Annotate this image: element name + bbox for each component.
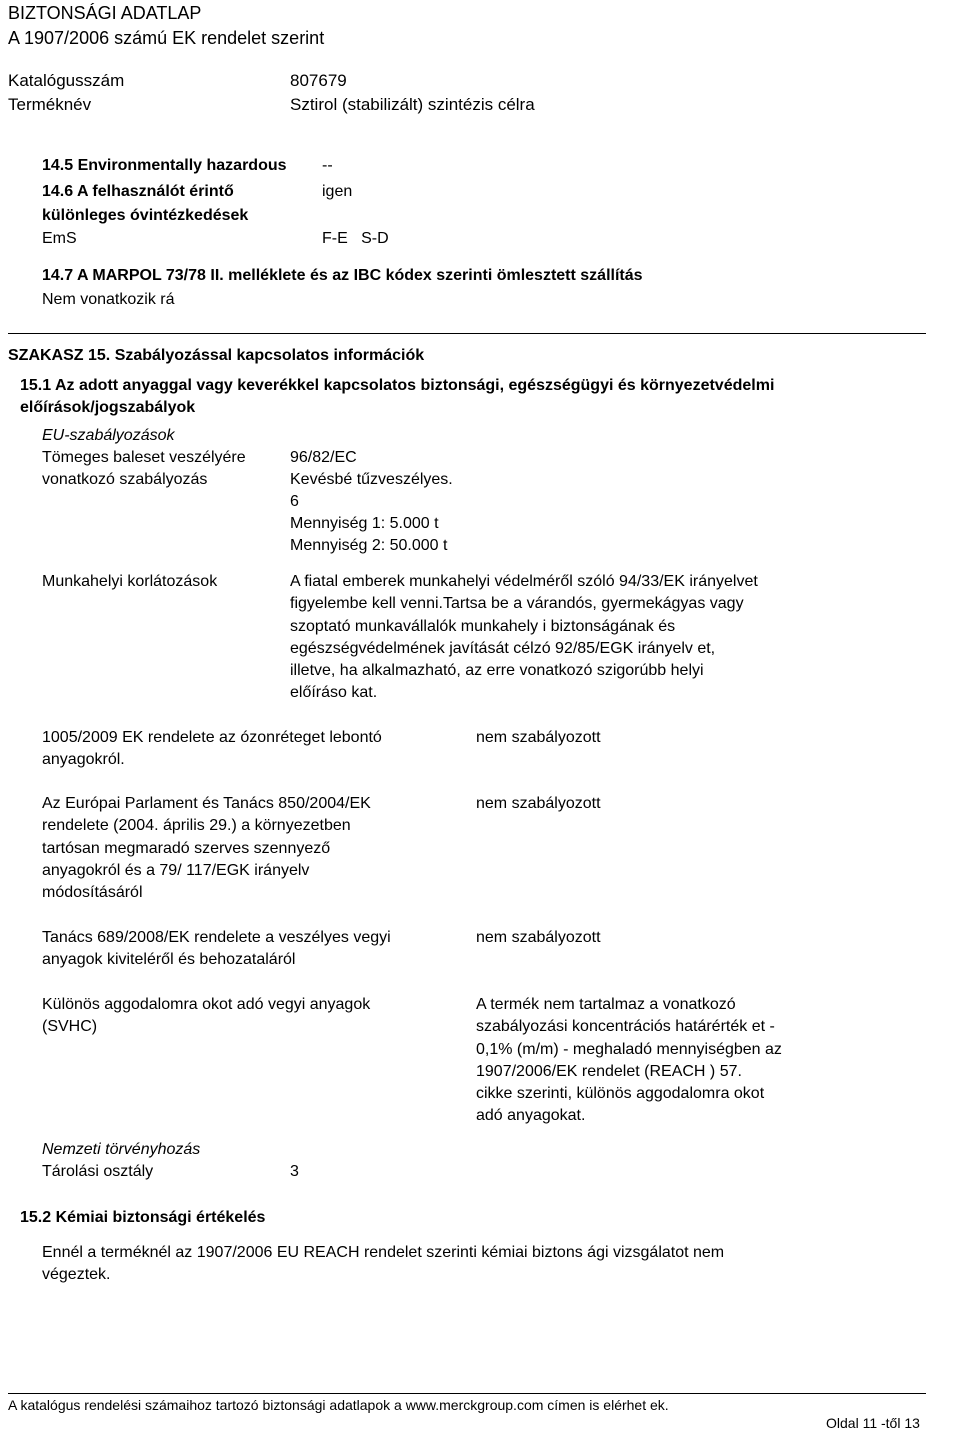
ems-label: EmS	[42, 230, 77, 247]
work-restrictions-label: Munkahelyi korlátozások	[42, 573, 218, 590]
regulation-label-line: Különös aggodalomra okot adó vegyi anyagok	[42, 996, 371, 1013]
storage-class-label: Tárolási osztály	[42, 1163, 154, 1180]
chemical-safety-text-line-1: Ennél a terméknél az 1907/2006 EU REACH rendelet szerinti kémiai biztons ági vizsgálatot nem	[42, 1244, 725, 1261]
eu-regulations-heading: EU-szabályozások	[42, 427, 175, 444]
section-15-heading: SZAKASZ 15. Szabályozással kapcsolatos információk	[8, 347, 425, 364]
env-hazard-label: 14.5 Environmentally hazardous	[42, 157, 287, 174]
footer-divider	[8, 1393, 926, 1394]
document-subtitle: A 1907/2006 számú EK rendelet szerint	[8, 28, 325, 48]
regulation-label	[42, 793, 462, 904]
product-value: Sztirol (stabilizált) szintézis célra	[290, 95, 535, 114]
section-divider	[8, 333, 926, 334]
regulation-value-line: szabályozási koncentrációs határérték et -	[476, 1018, 775, 1036]
subsection-15-1-line-2: előírások/jogszabályok	[20, 399, 196, 416]
work-restrictions-line: szoptató munkavállalók munkahely i biztonságának és	[290, 617, 676, 635]
regulation-label-line: 1005/2009 EK rendelete az ózonréteget lebontó	[42, 729, 382, 746]
regulation-label-line: anyagokról és a 79/ 117/EGK irányelv	[42, 861, 310, 879]
seveso-value: Mennyiség 1: 5.000 t	[290, 515, 439, 532]
regulation-label-line: rendelete (2004. április 29.) a környezetben	[42, 817, 351, 835]
regulation-label-line: Tanács 689/2008/EK rendelete a veszélyes vegyi	[42, 929, 391, 946]
seveso-value: 6	[290, 493, 299, 510]
regulation-label-line: (SVHC)	[42, 1018, 98, 1036]
work-restrictions-line: illetve, ha alkalmazható, az erre vonatkozó szigorúbb helyi	[290, 662, 704, 680]
regulation-label-line: Az Európai Parlament és Tanács 850/2004/EK	[42, 795, 371, 812]
regulation-value-line: 1907/2006/EK rendelet (REACH ) 57.	[476, 1062, 742, 1080]
work-restrictions-line: figyelembe kell venni.Tartsa be a várandós, gyermekágyas vagy	[290, 595, 744, 613]
page-number: Oldal 11 -től 13	[826, 1415, 920, 1431]
document-title: BIZTONSÁGI ADATLAP	[8, 3, 202, 23]
regulation-value	[476, 727, 916, 749]
regulation-label-line: anyagok kiviteléről és behozataláról	[42, 951, 296, 969]
regulation-value	[476, 793, 916, 815]
regulation-value-line: nem szabályozott	[476, 729, 601, 746]
regulation-label-line: módosításáról	[42, 884, 143, 902]
regulation-label-line: anyagokról.	[42, 751, 125, 769]
seveso-value: Mennyiség 2: 50.000 t	[290, 537, 448, 554]
storage-class-value: 3	[290, 1163, 299, 1180]
regulation-value-line: adó anyagokat.	[476, 1107, 586, 1125]
regulation-value-line: 0,1% (m/m) - meghaladó mennyiségben az	[476, 1040, 782, 1058]
catalog-label: Katalógusszám	[8, 71, 125, 90]
ems-value: F-E S-D	[322, 230, 389, 247]
work-restrictions-line: egészségvédelmének javítását célzó 92/85/EGK irányelv et,	[290, 639, 716, 657]
work-restrictions-line: A fiatal emberek munkahelyi védelméről szóló 94/33/EK irányelvet	[290, 573, 758, 590]
regulation-label	[42, 927, 462, 972]
env-hazard-value: --	[322, 157, 333, 174]
seveso-label-1: Tömeges baleset veszélyére	[42, 449, 246, 466]
regulation-value-line: nem szabályozott	[476, 795, 601, 812]
regulation-value-line: A termék nem tartalmaz a vonatkozó	[476, 996, 736, 1013]
subsection-15-1-line-1: 15.1 Az adott anyaggal vagy keverékkel kapcsolatos biztonsági, egészségügyi és környezetvédelmi	[20, 377, 775, 394]
regulation-label	[42, 727, 462, 772]
marpol-title: 14.7 A MARPOL 73/78 II. melléklete és az IBC kódex szerinti ömlesztett szállítás	[42, 267, 643, 284]
special-precautions-value: igen	[322, 183, 353, 200]
work-restrictions-line: előíráso kat.	[290, 684, 378, 702]
subsection-15-2-heading: 15.2 Kémiai biztonsági értékelés	[20, 1209, 266, 1226]
national-legislation-heading: Nemzeti törvényhozás	[42, 1141, 201, 1158]
seveso-label-2: vonatkozó szabályozás	[42, 471, 208, 488]
product-label: Terméknév	[8, 95, 92, 114]
special-precautions-label-2: különleges óvintézkedések	[42, 207, 249, 224]
regulation-label	[42, 994, 462, 1039]
seveso-value: 96/82/EC	[290, 449, 357, 466]
work-restrictions-text	[290, 571, 850, 705]
catalog-value: 807679	[290, 71, 347, 90]
regulation-label-line: tartósan megmaradó szerves szennyező	[42, 839, 331, 857]
regulation-value	[476, 994, 916, 1128]
marpol-value: Nem vonatkozik rá	[42, 291, 175, 308]
seveso-value: Kevésbé tűzveszélyes.	[290, 471, 453, 488]
footer-note: A katalógus rendelési számaihoz tartozó biztonsági adatlapok a www.merckgroup.com címen is elérhet ek.	[8, 1397, 669, 1413]
regulation-value-line: nem szabályozott	[476, 929, 601, 946]
regulation-value-line: cikke szerinti, különös aggodalomra okot	[476, 1085, 765, 1103]
chemical-safety-text-line-2: végeztek.	[42, 1266, 111, 1283]
special-precautions-label-1: 14.6 A felhasználót érintő	[42, 183, 234, 200]
regulation-value	[476, 927, 916, 949]
